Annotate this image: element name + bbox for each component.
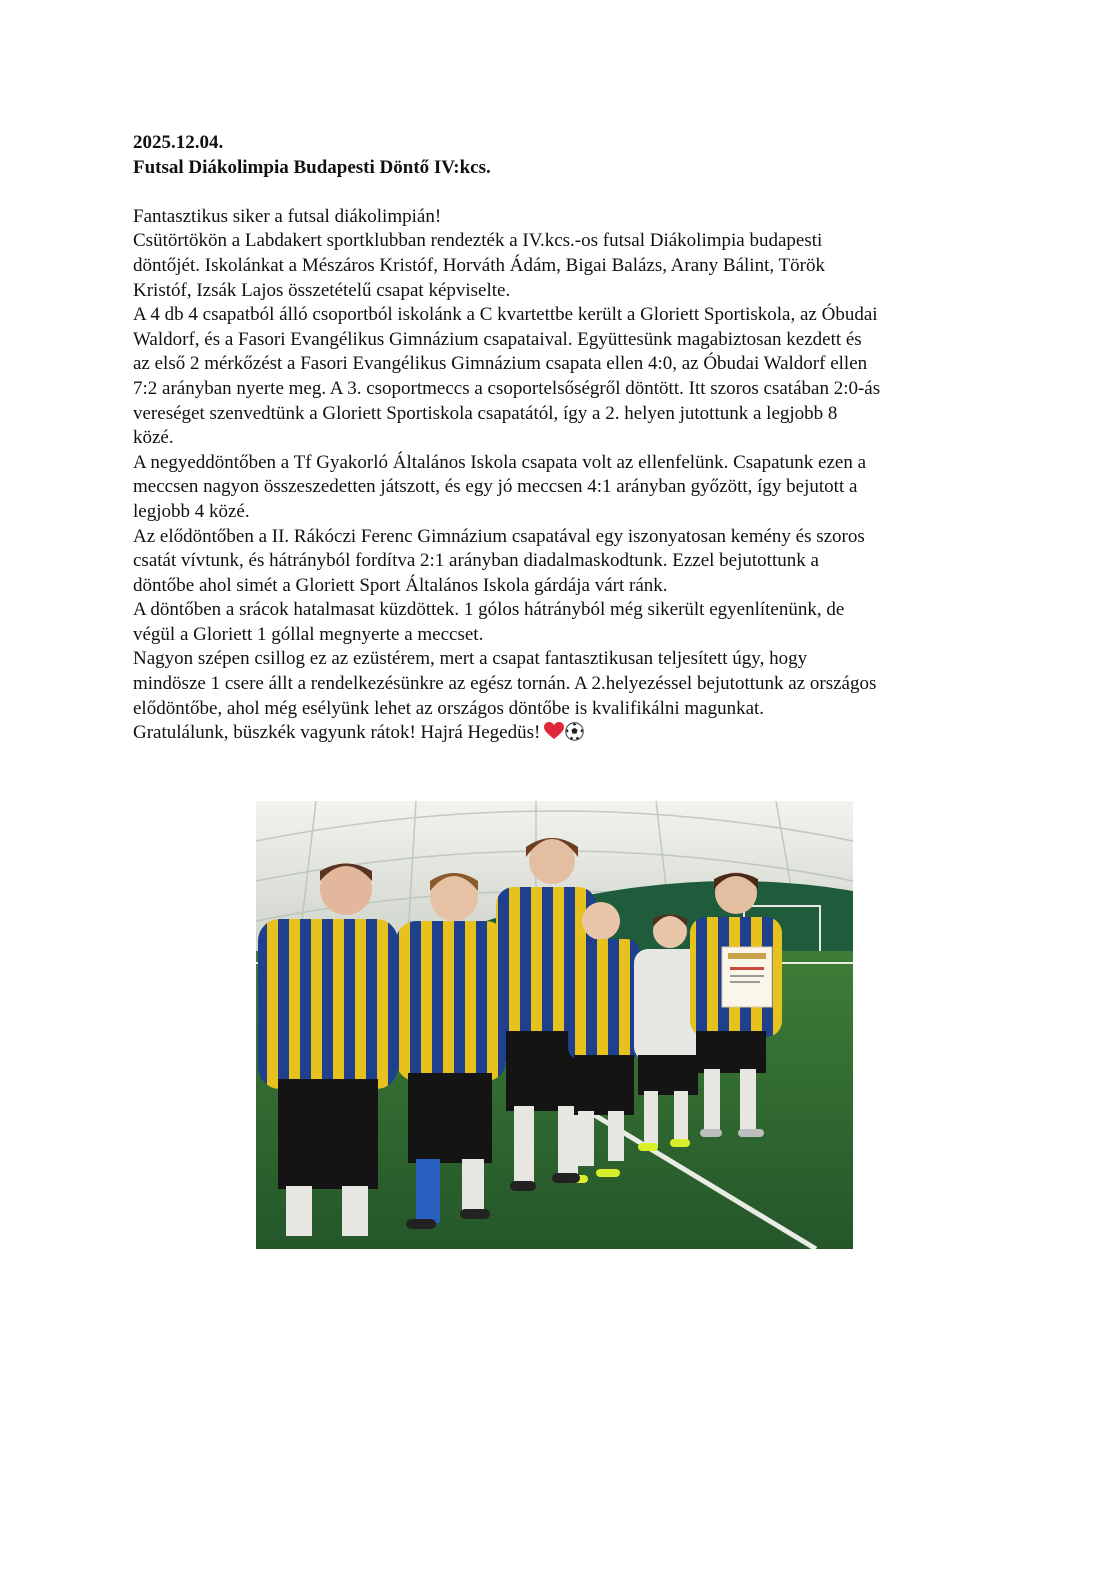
article-line: döntőbe ahol simét a Gloriett Sport Általános Iskola gárdája várt ránk. [133,574,668,596]
article-title: Futsal Diákolimpia Budapesti Döntő IV:kcs. [133,156,491,178]
article-line: vereséget szenvedtünk a Gloriett Sportiskola csapatától, így a 2. helyen jutottunk a legjobb 8 [133,402,838,424]
article-date: 2025.12.04. [133,132,224,153]
heart-icon [544,722,564,740]
article-line: A negyeddöntőben a Tf Gyakorló Általános Iskola csapata volt az ellenfelünk. Csapatunk ezen a [133,451,867,473]
article-line: az első 2 mérkőzést a Fasori Evangélikus Gimnázium csapata ellen 4:0, az Óbudai Waldorf ellen [133,353,868,375]
article-line: Fantasztikus siker a futsal diákolimpián! [133,205,442,227]
article-line: legjobb 4 közé. [133,500,250,522]
closing-line: Gratulálunk, büszkék vagyunk rátok! Hajrá Hegedüs! [133,722,541,744]
article-line: meccsen nagyon összeszedetten játszott, és egy jó meccsen 4:1 arányban győzött, így bejutott a [133,476,858,498]
article-line: 7:2 arányban nyerte meg. A 3. csoportmeccs a csoportelsőségről döntött. Itt szoros csatában 2:0-ás [133,377,881,399]
article-line: Kristóf, Izsák Lajos összetételű csapat képviselte. [133,279,511,301]
paragraph-spacer [133,180,993,205]
closing-line-row [133,721,993,746]
article-line: csatát vívtunk, és hátrányból fordítva 2:1 arányban diadalmaskodtunk. Ezzel bejutottunk a [133,550,819,572]
article-line: végül a Gloriett 1 góllal megnyerte a meccset. [133,623,484,645]
soccer-ball-icon [565,722,584,741]
article-line: A döntőben a srácok hatalmasat küzdöttek. 1 gólos hátrányból még sikerült egyenlítenünk, de [133,599,845,621]
article-line: A 4 db 4 csapatból álló csoportból iskolánk a C kvartettbe került a Gloriett Sportiskola, az Óbudai [133,304,878,326]
article-line: közé. [133,427,174,449]
article-line: elődöntőbe, ahol még esélyünk lehet az országos döntőbe is kvalifikálni magunkat. [133,697,765,719]
article-line: döntőjét. Iskolánkat a Mészáros Kristóf, Horváth Ádám, Bigai Balázs, Arany Bálint, Török [133,254,825,276]
team-photo [256,801,853,1249]
article-body [133,131,993,746]
article-line: Waldorf, és a Fasori Evangélikus Gimnázium csapataival. Együttesünk magabiztosan kezdett és [133,328,862,350]
article-line: Az elődöntőben a II. Rákóczi Ferenc Gimnázium csapatával egy iszonyatosan kemény és szoros [133,525,865,547]
article-line: Nagyon szépen csillog ez az ezüstérem, mert a csapat fantasztikusan teljesített úgy, hogy [133,648,808,670]
article-line: Csütörtökön a Labdakert sportklubban rendezték a IV.kcs.-os futsal Diákolimpia budapesti [133,230,823,252]
article-line: mindösze 1 csere állt a rendelkezésünkre az egész tornán. A 2.helyezéssel bejutottunk az országos [133,673,877,695]
